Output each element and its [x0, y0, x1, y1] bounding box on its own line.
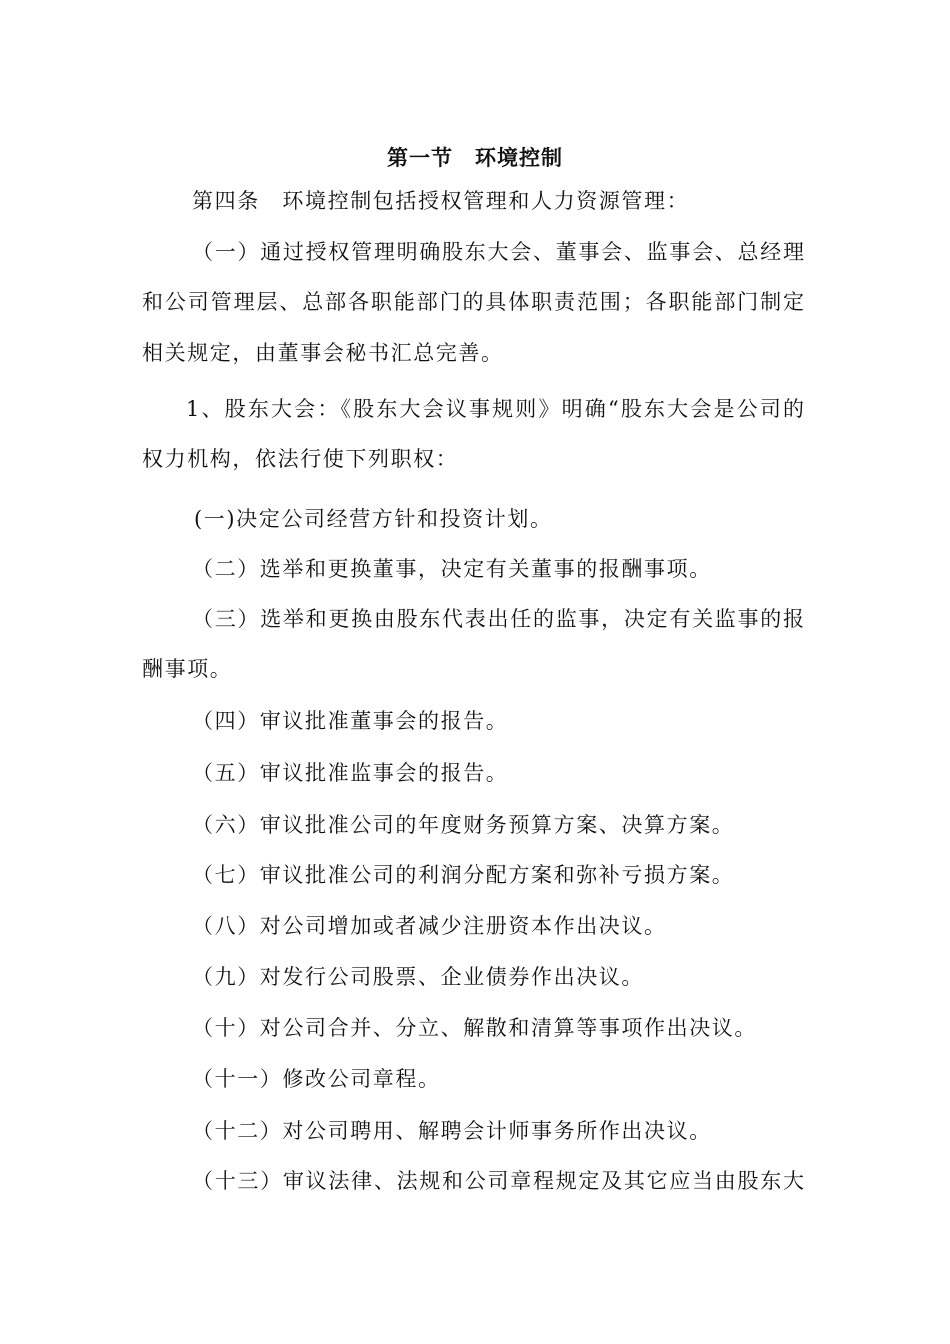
- power-3-line-1: （三）选举和更换由股东代表出任的监事，决定有关监事的报: [192, 607, 804, 631]
- clause-1-line-3: 相关规定，由董事会秘书汇总完善。: [142, 341, 504, 365]
- power-3-line-2: 酬事项。: [142, 657, 233, 681]
- power-9: （九）对发行公司股票、企业债券作出决议。: [192, 965, 644, 989]
- power-1: (一)决定公司经营方针和投资计划。: [194, 507, 553, 531]
- power-11: （十一）修改公司章程。: [192, 1067, 441, 1091]
- power-4: （四）审议批准董事会的报告。: [192, 709, 509, 733]
- power-13-line-1: （十三）审议法律、法规和公司章程规定及其它应当由股东大: [192, 1169, 804, 1193]
- article-4-heading: 第四条 环境控制包括授权管理和人力资源管理：: [192, 189, 690, 213]
- section-title: 第一节 环境控制: [387, 146, 563, 170]
- clause-1-line-2: 和公司管理层、总部各职能部门的具体职责范围；各职能部门制定: [142, 290, 804, 314]
- power-8: （八）对公司增加或者减少注册资本作出决议。: [192, 914, 667, 938]
- power-6: （六）审议批准公司的年度财务预算方案、决算方案。: [192, 813, 735, 837]
- power-12: （十二）对公司聘用、解聘会计师事务所作出决议。: [192, 1119, 712, 1143]
- power-2: （二）选举和更换董事，决定有关董事的报酬事项。: [192, 557, 712, 581]
- power-10: （十）对公司合并、分立、解散和清算等事项作出决议。: [192, 1016, 757, 1040]
- item-1-line-2: 权力机构，依法行使下列职权：: [142, 447, 459, 471]
- power-5: （五）审议批准监事会的报告。: [192, 761, 509, 785]
- item-1-line-1: 1、股东大会：《股东大会议事规则》明确“股东大会是公司的: [186, 397, 804, 421]
- clause-1-line-1: （一）通过授权管理明确股东大会、董事会、监事会、总经理: [192, 240, 804, 264]
- power-7: （七）审议批准公司的利润分配方案和弥补亏损方案。: [192, 863, 735, 887]
